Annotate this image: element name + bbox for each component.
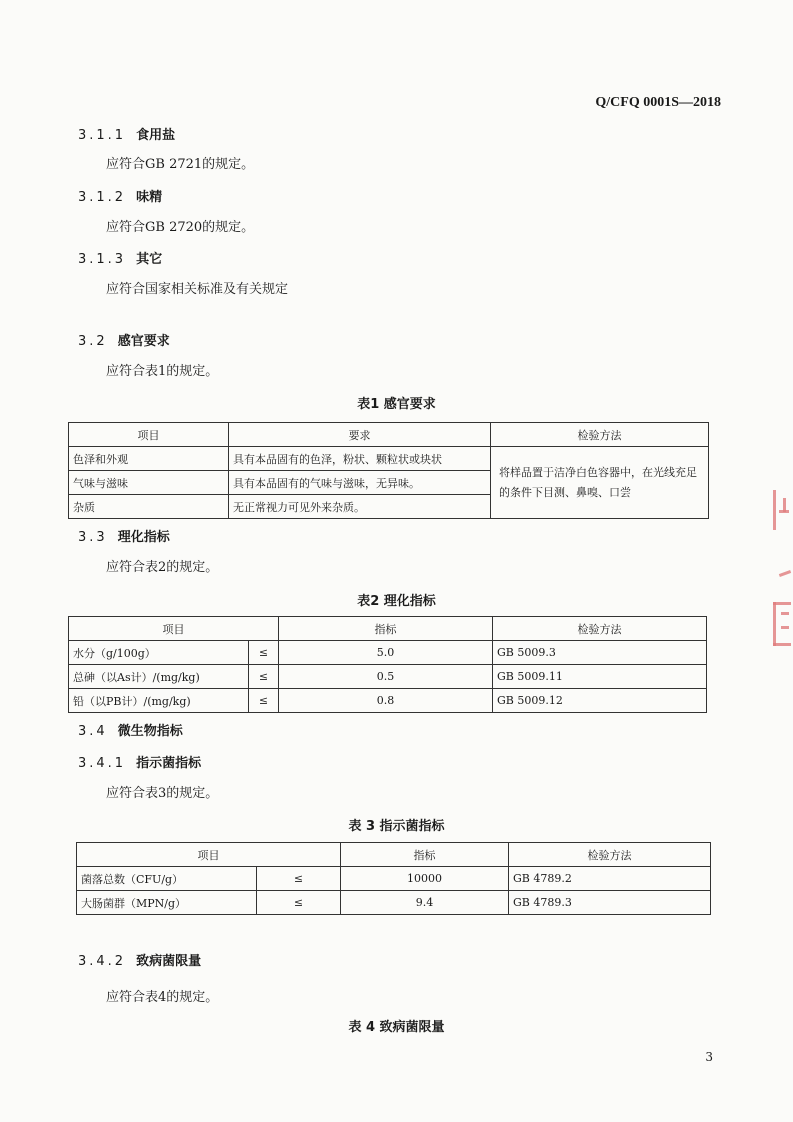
table1-req: 具有本品固有的色泽，粉状、颗粒状或块状 [229,447,491,471]
table3-value: 10000 [341,867,509,891]
table2-value: 0.5 [279,665,493,689]
standard-code: Q/CFQ 0001S—2018 [595,95,721,110]
section-title: 理化指标 [117,530,170,545]
table2-physchem [68,616,707,713]
section-title: 致病菌限量 [136,954,202,969]
section-title: 感官要求 [117,334,170,349]
section-number: 3.1.2 [78,190,127,205]
heading-3-3 [78,526,170,545]
table3-item: 大肠菌群（MPN/g） [77,891,257,915]
table2-method: GB 5009.11 [493,665,707,689]
table2-op: ≤ [249,641,279,665]
table2-value: 0.8 [279,689,493,713]
section-title: 其它 [136,252,163,267]
page-number: 3 [705,1050,713,1064]
table1-header-item: 项目 [69,423,229,447]
section-number: 3.1.3 [78,252,127,267]
paragraph-3-2: 应符合表1的规定。 [106,364,219,379]
table-row [69,689,707,713]
table3-indicator-bacteria [76,842,711,915]
paragraph-3-1-1: 应符合GB 2721的规定。 [106,157,255,172]
table2-item: 总砷（以As计）/(mg/kg) [69,665,249,689]
table3-item: 菌落总数（CFU/g） [77,867,257,891]
table3-method: GB 4789.3 [509,891,711,915]
table2-method: GB 5009.12 [493,689,707,713]
table3-header-value: 指标 [341,843,509,867]
table1-method: 将样品置于洁净白色容器中，在光线充足的条件下目测、鼻嗅、口尝 [491,447,709,519]
table2-header-item: 项目 [69,617,279,641]
table1-req: 无正常视力可见外来杂质。 [229,495,491,519]
table1-item: 杂质 [69,495,229,519]
table3-method: GB 4789.2 [509,867,711,891]
table1-caption: 表1 感官要求 [357,397,436,412]
paragraph-3-1-3: 应符合国家相关标准及有关规定 [106,282,289,297]
section-number: 3.3 [78,530,108,545]
table2-value: 5.0 [279,641,493,665]
table2-op: ≤ [249,689,279,713]
heading-3-4 [78,720,183,739]
table3-header-method: 检验方法 [509,843,711,867]
table2-item: 铅（以PB计）/(mg/kg) [69,689,249,713]
heading-3-4-2 [78,950,201,969]
table2-method: GB 5009.3 [493,641,707,665]
table4-caption: 表 4 致病菌限量 [348,1020,445,1035]
table3-op: ≤ [257,867,341,891]
table1-sensory [68,422,709,519]
table2-caption: 表2 理化指标 [357,594,436,609]
table-row [77,867,711,891]
table1-header-method: 检验方法 [491,423,709,447]
seal-stamp-fragment [765,490,793,660]
section-title: 微生物指标 [117,724,183,739]
heading-3-4-1 [78,752,201,771]
table3-op: ≤ [257,891,341,915]
paragraph-3-1-2: 应符合GB 2720的规定。 [106,220,255,235]
section-number: 3.2 [78,334,108,349]
table3-value: 9.4 [341,891,509,915]
table1-item: 气味与滋味 [69,471,229,495]
section-number: 3.4 [78,724,108,739]
section-title: 味精 [136,190,163,205]
section-number: 3.4.2 [78,954,127,969]
section-number: 3.1.1 [78,128,127,143]
table3-header-item: 项目 [77,843,341,867]
heading-3-2 [78,330,170,349]
heading-3-1-2 [78,186,162,205]
table1-req: 具有本品固有的气味与滋味，无异味。 [229,471,491,495]
section-title: 食用盐 [136,128,176,143]
table2-header-method: 检验方法 [493,617,707,641]
table-row [69,665,707,689]
table-row [77,891,711,915]
table-row [69,447,709,471]
section-title: 指示菌指标 [136,756,202,771]
section-number: 3.4.1 [78,756,127,771]
heading-3-1-1 [78,124,175,143]
table2-op: ≤ [249,665,279,689]
table1-item: 色泽和外观 [69,447,229,471]
table3-caption: 表 3 指示菌指标 [348,819,445,834]
paragraph-3-4-2: 应符合表4的规定。 [106,990,219,1005]
paragraph-3-4-1: 应符合表3的规定。 [106,786,219,801]
table2-header-value: 指标 [279,617,493,641]
table2-item: 水分（g/100g） [69,641,249,665]
table-row [69,641,707,665]
paragraph-3-3: 应符合表2的规定。 [106,560,219,575]
heading-3-1-3 [78,248,162,267]
table1-header-req: 要求 [229,423,491,447]
